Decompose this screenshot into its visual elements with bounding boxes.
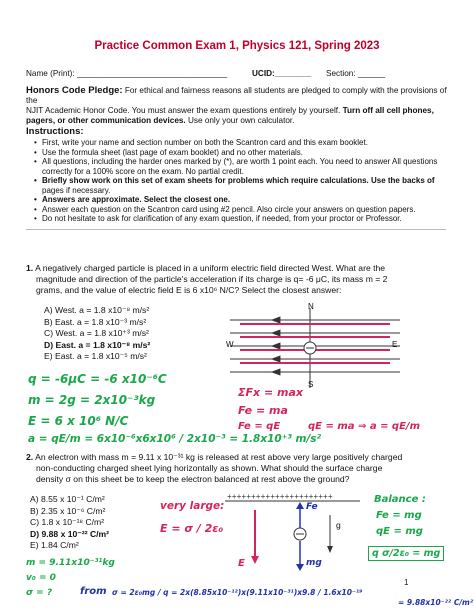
compass-n: N: [308, 302, 314, 311]
honor-pledge: [26, 86, 456, 126]
handwritten-fe-ma: Fe = ma: [238, 404, 288, 417]
question-1-text: A negatively charged particle is placed in a uniform electric field directed West. What are the: [35, 263, 386, 273]
charged-sheet-diagram: [225, 490, 360, 585]
handwritten-v0-note: v₀ = 0: [26, 573, 56, 583]
handwritten-very-large: very large:: [160, 500, 225, 512]
handwritten-newton-law: ΣFx = max: [238, 386, 303, 399]
question-2-text: An electron with mass m = 9.11 x 10⁻³¹ kg is released at rest above very large positively charged: [35, 452, 403, 462]
question-2-options: [30, 494, 109, 552]
name-field-label: Name (Print): _________________________________: [26, 69, 228, 78]
handwritten-sigma-field: E = σ / 2ε₀: [160, 522, 224, 535]
handwritten-balance-1: Fe = mg: [376, 510, 422, 521]
answer-option-e[interactable]: E) 1.84 C/m²: [30, 540, 79, 550]
instruction-item: • Answer each question on the Scantron card using #2 pencil. Also circle your answers on question papers.: [42, 205, 457, 215]
handwritten-charge: q = -6μC = -6 x10⁻⁶C: [28, 372, 167, 386]
handwritten-field-arrows: [240, 324, 390, 363]
exam-title: Practice Common Exam 1, Physics 121, Spring 2023: [94, 40, 380, 52]
instruction-item-cont: correctly for a 100% score on the exam. No partial credit.: [42, 166, 244, 176]
answer-option-a[interactable]: A) West. a = 1.8 x10⁻⁸ m/s²: [44, 305, 150, 315]
question-2-text: density σ on this sheet be to keep the electron balanced at rest above the ground?: [36, 474, 350, 484]
answer-option-a[interactable]: A) 8.55 x 10⁻¹ C/m²: [30, 494, 105, 504]
instruction-item-cont: pages if necessary.: [42, 185, 111, 195]
handwritten-field: E = 6 x 10⁶ N/C: [28, 414, 129, 428]
compass-s: S: [308, 380, 314, 389]
question-2-text: non-conducting charged sheet lying horizontally as shown. What should the surface charge: [36, 463, 383, 473]
handwritten-sigma-eq: σ = 2ε₀mg / q = 2x(8.85x10⁻¹²)x(9.11x10⁻³¹)x9.8 / 1.6x10⁻¹⁹: [112, 588, 363, 597]
handwritten-fe-qe: Fe = qE: [238, 421, 281, 432]
positive-sheet: ++++++++++++++++++++++: [227, 493, 333, 502]
question-1-options: [44, 305, 150, 363]
pledge-line3: Use only your own calculator.: [187, 116, 295, 125]
handwritten-mg-label: mg: [306, 558, 322, 568]
answer-option-b[interactable]: B) East. a = 1.8 x10⁻³ m/s²: [44, 316, 147, 327]
answer-option-b[interactable]: B) 2.35 x 10⁻⁶ C/m²: [30, 505, 106, 516]
question-1: [26, 263, 456, 296]
handwritten-from: from: [80, 586, 107, 597]
instruction-item: • Use the formula sheet (last page of exam booklet) and no other materials.: [42, 148, 457, 158]
handwritten-sigma-unknown: σ = ?: [26, 588, 53, 598]
handwritten-qe-ma: qE = ma ⇒ a = qE/m: [308, 421, 420, 432]
handwritten-balance-3: q σ/2ε₀ = mg: [368, 546, 444, 561]
handwritten-mass-note: m = 9.11x10⁻³¹kg: [26, 558, 115, 568]
pledge-line1: For ethical and fairness reasons all students are pledged to comply with the provisions of the: [26, 86, 447, 105]
answer-option-e[interactable]: E) East. a = 1.8 x10⁻⁵ m/s²: [44, 351, 147, 361]
g-label: g: [336, 520, 341, 530]
instructions-list: [32, 138, 457, 224]
pledge-heading: Honors Code Pledge:: [26, 85, 123, 96]
instruction-item: • Briefly show work on this set of exam sheets for problems which require calculations. Use the backs of: [42, 176, 457, 186]
pledge-line2: NJIT Academic Honor Code. You must answer the exam questions entirely by yourself.: [26, 106, 341, 115]
question-2: [26, 452, 456, 485]
question-1-text: grams, and the value of electric field E is 6 x10⁶ N/C? Select the closest answer:: [36, 285, 342, 295]
answer-option-d[interactable]: D) East. a = 1.8 x10⁻⁸ m/s²: [44, 339, 151, 350]
question-2-number: 2.: [26, 452, 34, 462]
handwritten-balance: Balance :: [374, 494, 426, 505]
handwritten-balance-2: qE = mg: [376, 526, 423, 537]
page-number: 1: [404, 578, 409, 587]
instruction-item: • First, write your name and section number on both the Scantron card and this exam booklet.: [42, 138, 457, 148]
answer-option-c[interactable]: C) 1.8 x 10⁻¹⁸ C/m²: [30, 517, 105, 527]
pledge-line2-bold: Turn off all cell phones,: [342, 106, 434, 115]
question-1-number: 1.: [26, 263, 34, 273]
section-field-label: Section: ______: [326, 69, 386, 78]
handwritten-fe-label: Fe: [306, 502, 318, 512]
compass-w: W: [226, 340, 234, 349]
handwritten-mass: m = 2g = 2x10⁻³kg: [28, 393, 156, 407]
handwritten-e-label: E: [238, 558, 245, 569]
compass-e: E: [392, 340, 398, 349]
question-1-text: magnitude and direction of the particle's acceleration if its charge is q= -6 μC, its mass m = 2: [36, 274, 388, 284]
ucid-field-label: UCID:________: [252, 69, 312, 78]
answer-option-d[interactable]: D) 9.88 x 10⁻²² C/m²: [30, 528, 110, 539]
divider: [26, 229, 446, 230]
instruction-item: • All questions, including the harder ones marked by (*), are worth 1 point each. You need to answer All questions: [42, 157, 457, 167]
pledge-line3-bold: pagers, or other communication devices.: [26, 116, 186, 125]
instruction-item: • Answers are approximate. Select the closest one.: [42, 195, 457, 205]
instruction-item: • Do not hesitate to ask for clarification of any exam question, if needed, from your proctor or Professor.: [42, 214, 457, 224]
handwritten-result: = 9.88x10⁻²² C/m²: [398, 598, 474, 607]
instructions-heading: Instructions:: [26, 126, 84, 137]
handwritten-acceleration: a = qE/m = 6x10⁻⁶x6x10⁶ / 2x10⁻³ = 1.8x10⁺³ m/s²: [28, 433, 322, 445]
answer-option-c[interactable]: C) West. a = 1.8 x10⁺³ m/s²: [44, 328, 149, 338]
